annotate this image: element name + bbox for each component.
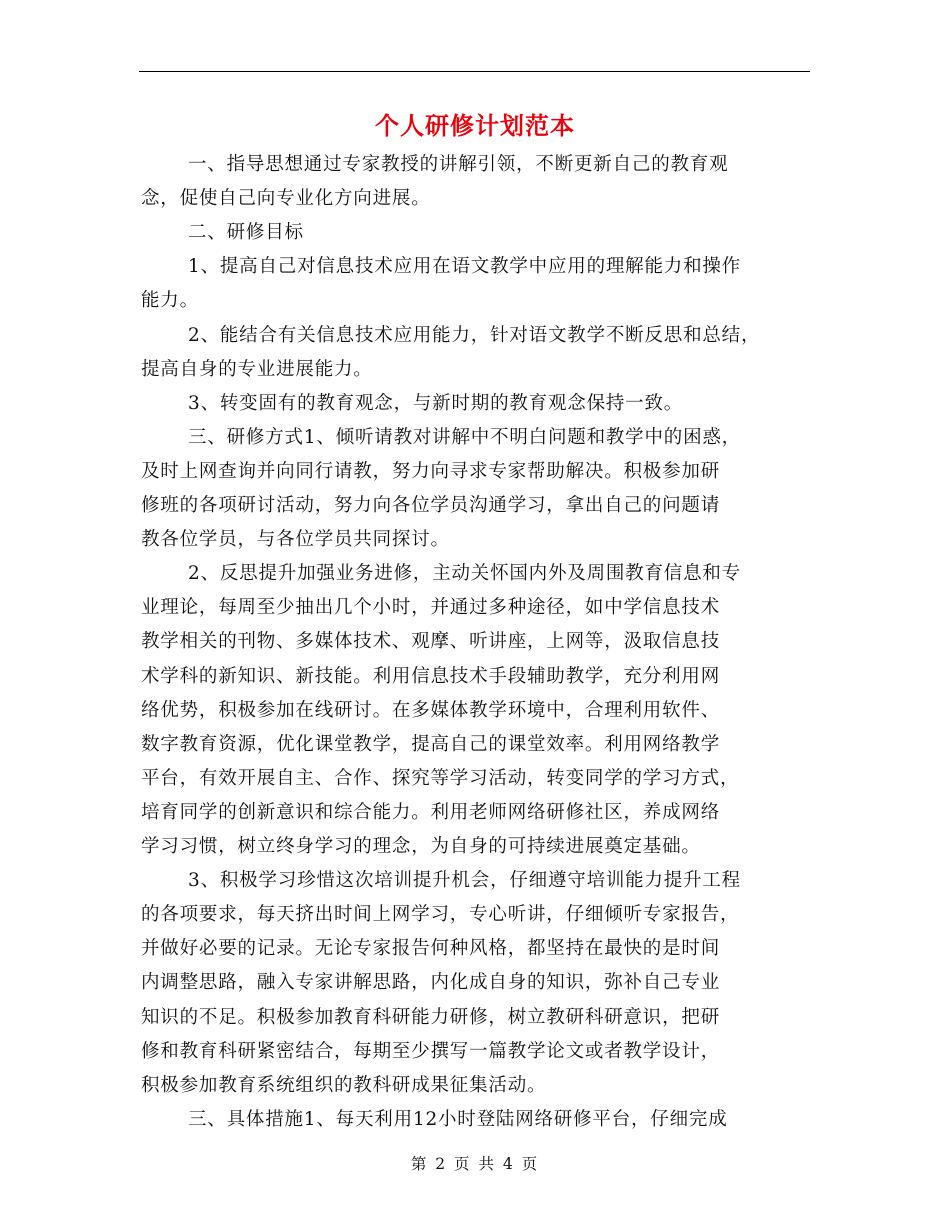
body-text-line: 一、指导思想通过专家教授的讲解引领，不断更新自己的教育观 (188, 154, 729, 175)
body-text-line: 二、研修目标 (188, 222, 304, 244)
body-text-line: 修班的各项研讨活动，努力向各位学员沟通学习，拿出自己的问题请 (141, 495, 721, 516)
body-text-line: 2、反思提升加强业务进修，主动关怀国内外及周围教育信息和专 (188, 563, 741, 585)
body-text-line: 能力。 (141, 290, 199, 312)
body-text-line: 教各位学员，与各位学员共同探讨。 (141, 529, 450, 551)
body-text-line: 知识的不足。积极参加教育科研能力研修，树立教研科研意识，把研 (141, 1006, 721, 1028)
body-text-line: 业理论，每周至少抽出几个小时，并通过多种途径，如中学信息技术 (141, 597, 721, 619)
body-text-line: 教学相关的刊物、多媒体技术、观摩、听讲座，上网等，汲取信息技 (141, 631, 721, 653)
body-text-line: 3、积极学习珍惜这次培训提升机会，仔细遵守培训能力提升工程 (188, 870, 741, 892)
body-text-line: 并做好必要的记录。无论专家报告何种风格，都坚持在最快的是时间 (141, 938, 721, 960)
body-text-line: 学习习惯，树立终身学习的理念，为自身的可持续进展奠定基础。 (141, 836, 701, 857)
body-text-line: 修和教育科研紧密结合，每期至少撰写一篇教学论文或者教学设计， (141, 1040, 721, 1062)
body-text-line: 内调整思路，融入专家讲解思路，内化成自身的知识，弥补自己专业 (141, 972, 721, 994)
body-text-line: 平台，有效开展自主、合作、探究等学习活动，转变同学的学习方式， (141, 767, 740, 789)
body-text-line: 1、提高自己对信息技术应用在语文教学中应用的理解能力和操作 (188, 256, 741, 278)
body-text-line: 培育同学的创新意识和综合能力。利用老师网络研修社区，养成网络 (141, 801, 721, 823)
body-text-line: 三、具体措施1、每天利用12小时登陆网络研修平台，仔细完成 (188, 1108, 728, 1130)
body-text-line: 提高自身的专业进展能力。 (141, 358, 373, 380)
body-text-line: 2、能结合有关信息技术应用能力，针对语文教学不断反思和总结， (188, 324, 761, 346)
body-text-line: 数字教育资源，优化课堂教学，提高自己的课堂效率。利用网络教学 (141, 733, 721, 755)
body-text-line: 3、转变固有的教育观念，与新时期的教育观念保持一致。 (188, 392, 684, 414)
body-text-line: 三、研修方式1、倾听请教对讲解中不明白问题和教学中的困惑， (188, 426, 741, 448)
body-text-line: 及时上网查询并向同行请教，努力向寻求专家帮助解决。积极参加研 (141, 460, 721, 482)
body-text-line: 的各项要求，每天挤出时间上网学习，专心听讲，仔细倾听专家报告， (141, 904, 740, 926)
body-text-line: 络优势，积极参加在线研讨。在多媒体教学环境中，合理利用软件、 (141, 699, 721, 721)
body-text-line: 积极参加教育系统组织的教科研成果征集活动。 (141, 1074, 547, 1096)
document-title: 个人研修计划范本 (375, 111, 575, 140)
page-number-footer: 第 2 页 共 4 页 (410, 1155, 540, 1173)
body-text-line: 术学科的新知识、新技能。利用信息技术手段辅助教学，充分利用网 (141, 665, 721, 687)
body-text-line: 念，促使自己向专业化方向进展。 (141, 188, 431, 210)
